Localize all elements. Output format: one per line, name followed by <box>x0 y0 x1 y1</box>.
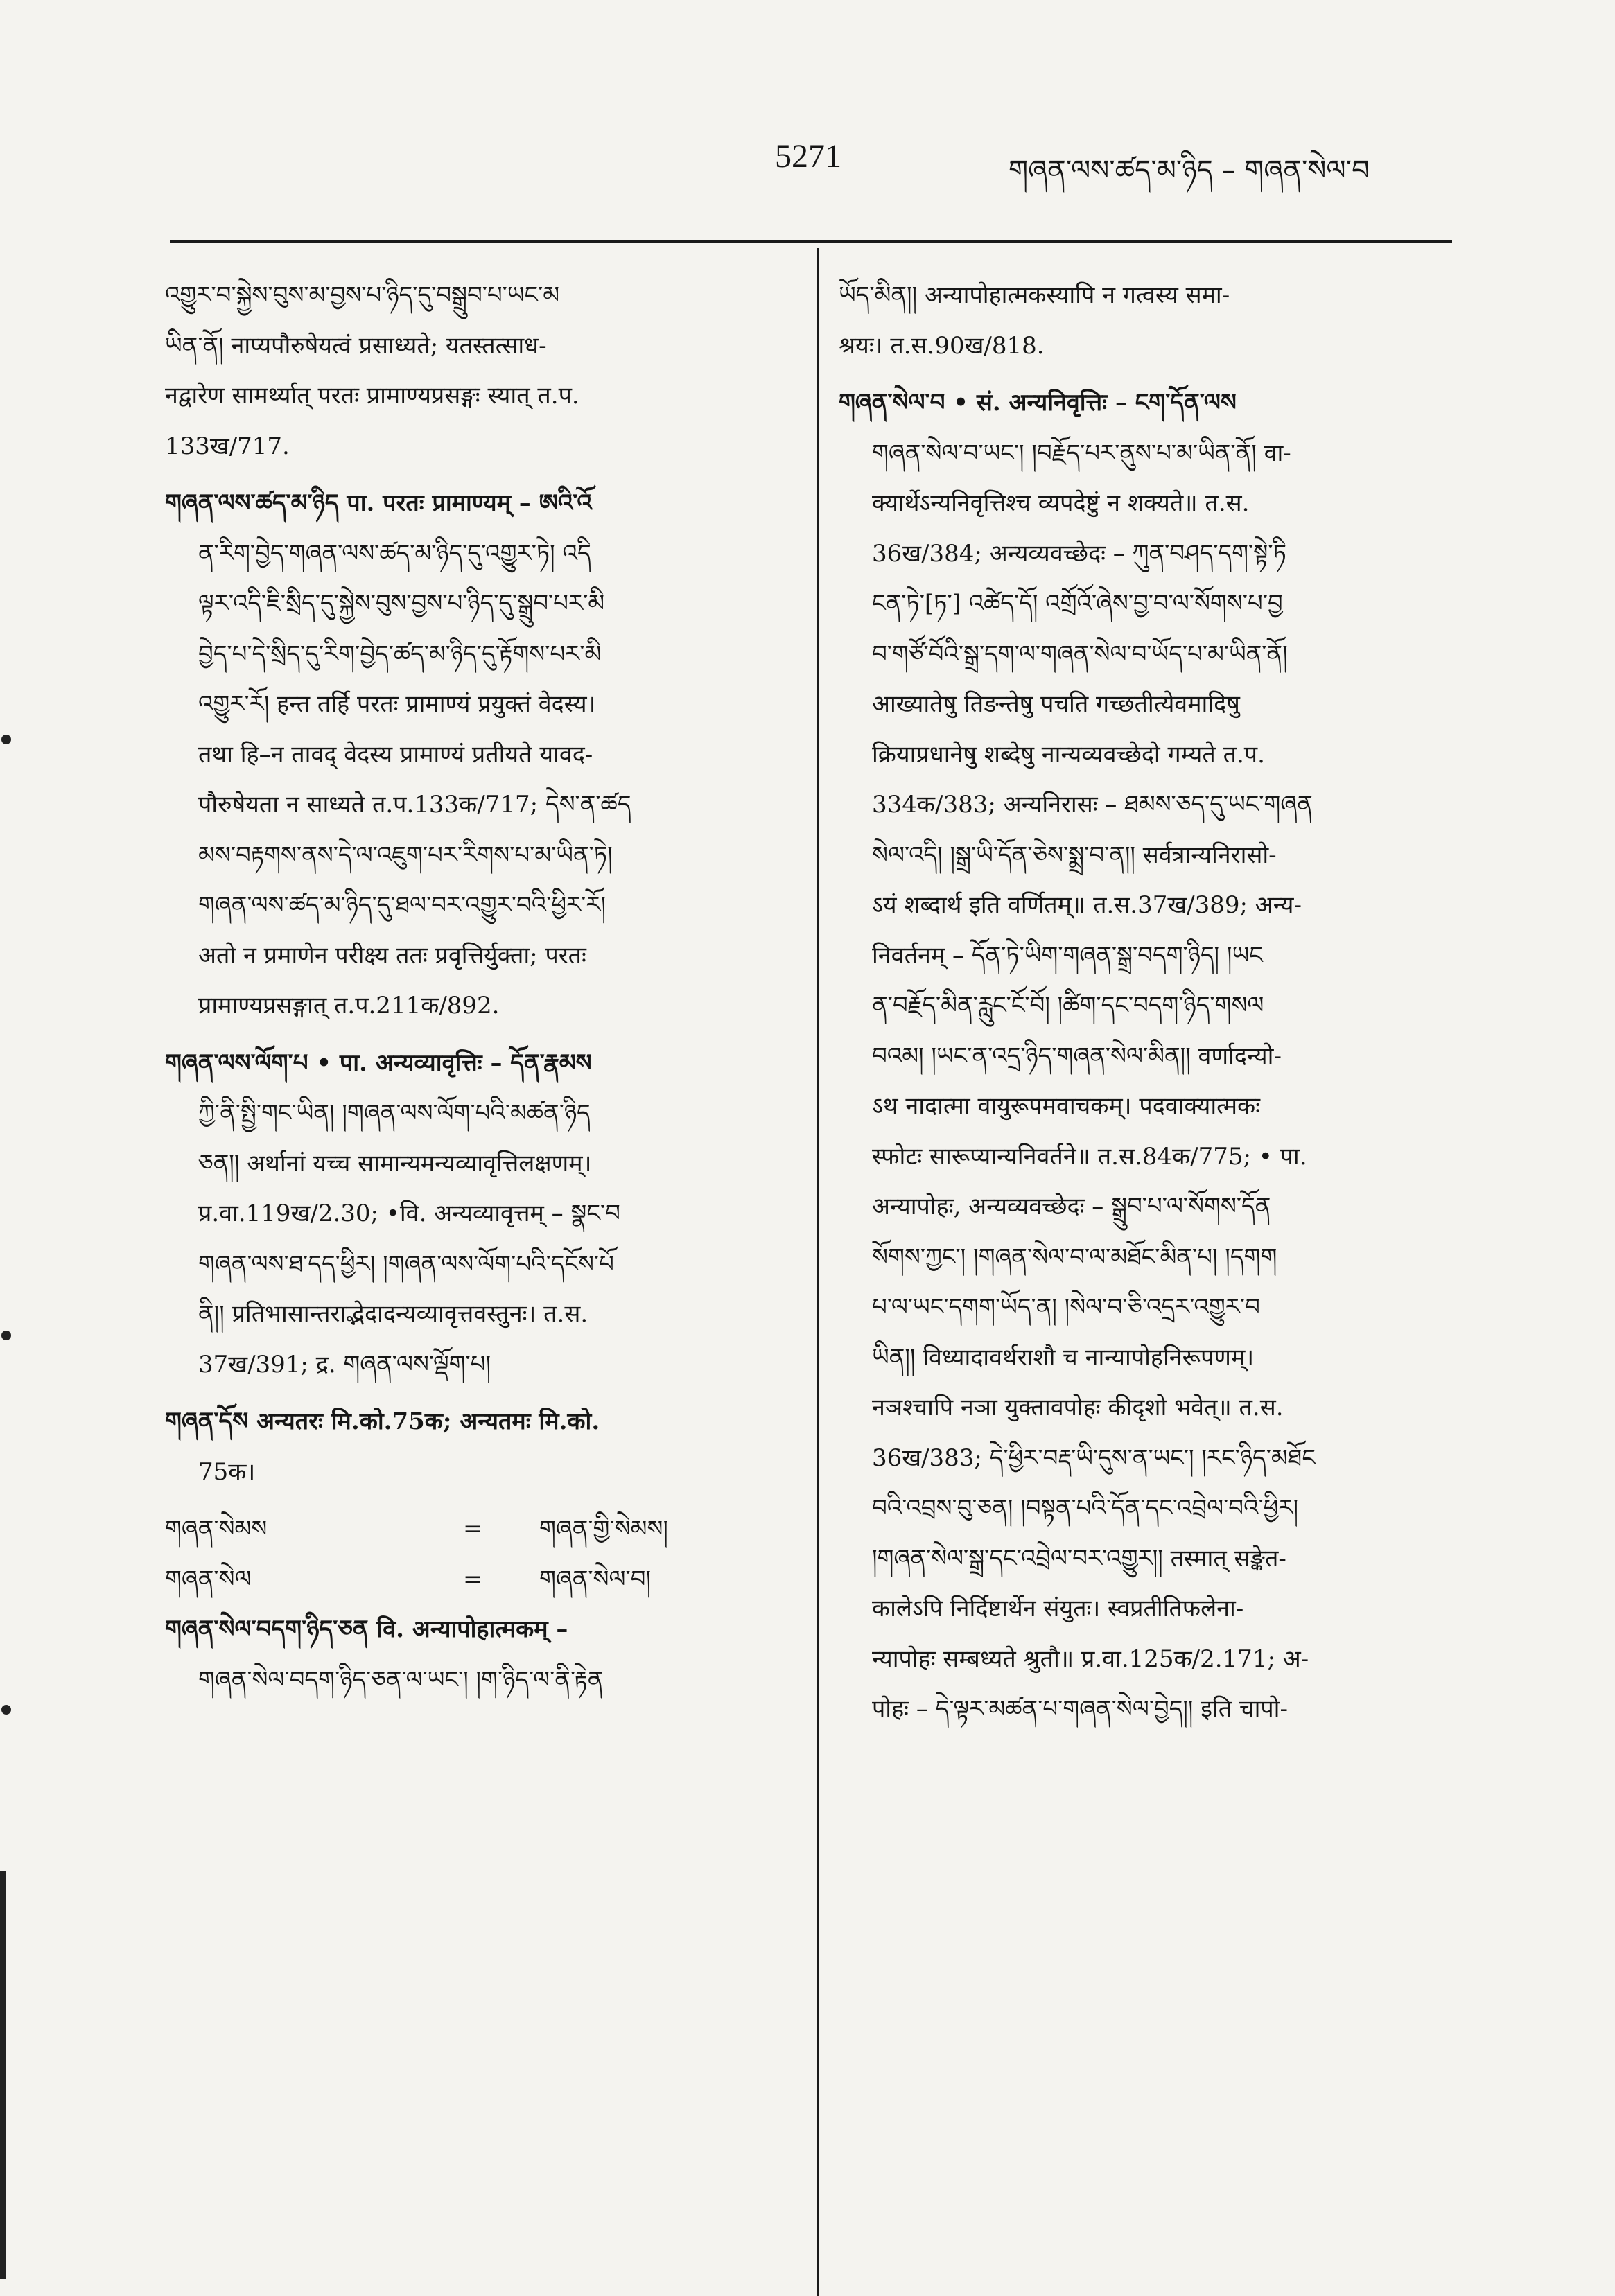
binding-hole-mark <box>1 1331 11 1340</box>
cross-reference <box>165 1504 782 1554</box>
xref-equals: = <box>463 1565 483 1593</box>
text-line: ऽयं शब्दार्थ इति वर्णितम्॥ त.स.37ख/389; अन्य- <box>872 891 1302 919</box>
text-line: བའི་འབྲས་བུ་ཅན། །བསྟན་པའི་དོན་དང་འབྲེལ་བའི་ཕྱིར། <box>872 1494 1299 1522</box>
dictionary-entry <box>165 1038 782 1390</box>
text-line: ངན་ཏེ་[ཏ་] འཚེད་དོ། འགྲོའོ་ཞེས་བྱ་བ་ལ་སོགས་པ་བྱ <box>872 590 1283 617</box>
text-line: श्रयः। त.स.90ख/818. <box>839 331 1045 360</box>
text-line: नद्वारेण सामर्थ्यात् परतः प्रामाण्यप्रसङ्गः स्यात् त.प. <box>165 382 579 410</box>
text-line: ན་རིག་བྱེད་གཞན་ལས་ཚད་མ་ཉིད་དུ་འགྱུར་ཏེ། འདི <box>198 539 591 568</box>
column-divider <box>817 248 819 2296</box>
xref-target: གཞན་སེལ་བ། <box>539 1565 651 1593</box>
text-line: स्फोटः सारूप्यान्यनिवर्तने॥ त.स.84क/775; • पा. <box>872 1142 1307 1171</box>
text-line: निवर्तनम् – དོན་ཏེ་ཡིག་གཞན་སྒྲ་བདག་ཉིད། །ཡང <box>872 941 1263 970</box>
text-line: བ་གཙོ་བོའི་སྒྲ་དག་ལ་གཞན་སེལ་བ་ཡོད་པ་མ་ཡིན་ནོ། <box>872 640 1288 668</box>
right-column <box>839 270 1456 1742</box>
text-line: ནི།། प्रतिभासान्तराद्भेदादन्यव्यावृत्तवस्तुनः। त.स. <box>198 1300 588 1328</box>
text-line: न्यापोहः सम्बध्यते श्रुतौ॥ प्र.वा.125क/2.171; अ- <box>872 1645 1309 1673</box>
text-line: ལྟར་འདི་ཇི་སྲིད་དུ་སྐྱེས་བུས་བྱས་པ་ཉིད་དུ་སྒྲུབ་པར་མི <box>198 590 605 617</box>
text-line: གཞན་ལས་ཐ་དད་ཕྱིར། །གཞན་ལས་ལོག་པའི་དངོས་པོ <box>198 1250 614 1278</box>
binding-edge <box>0 1871 6 2279</box>
text-line: 36ख/384; अन्यव्यवच्छेदः – ཀུན་བཤད་དག་སྟེ་ཏི <box>872 539 1286 568</box>
text-line: །གཞན་སེལ་སྒྲ་དང་འབྲེལ་བར་འགྱུར།། तस्मात् सङ्केत- <box>872 1544 1286 1572</box>
text-line: अन्यापोहः, अन्यव्यवच्छेदः – སྒྲུབ་པ་ལ་སོགས་དོན <box>872 1193 1271 1220</box>
text-line: ऽथ नादात्मा वायुरूपमवाचकम्। पदवाक्यात्मकः <box>872 1092 1261 1120</box>
text-line: འགྱུར་བ་སྐྱེས་བུས་མ་བྱས་པ་ཉིད་དུ་བསྒྲུབ་པ་ཡང་མ <box>165 281 560 309</box>
text-line: སོགས་ཀྱང་། །གཞན་སེལ་བ་ལ་མཐོང་མིན་པ། །དགག <box>872 1243 1277 1271</box>
running-head: གཞན་ལས་ཚད་མ་ཉིད – གཞན་སེལ་བ <box>1009 155 1370 186</box>
text-line: प्र.वा.119ख/2.30; •वि. अन्यव्यावृत्तम् – སྣང་བ <box>198 1200 620 1227</box>
text-line: སེལ་འདི། །སྒྲ་ཡི་དོན་ཅེས་སྨྲ་བ་ན།། सर्वत्रान्यनिरासो- <box>872 841 1277 869</box>
text-line: क्रियाप्रधानेषु शब्देषु नान्यव्यवच्छेदो गम्यते त.प. <box>872 740 1265 769</box>
continuation-text <box>165 270 782 471</box>
text-line: ཡིན་ནོ། नाप्यपौरुषेयत्वं प्रसाध्यते; यतस्तत्साध- <box>165 331 547 360</box>
text-line: ཡིན།། विध्यादावर्थराशौ च नान्यापोहनिरूपणम्। <box>872 1343 1255 1372</box>
text-line: བྱེད་པ་དེ་སྲིད་དུ་རིག་བྱེད་ཚད་མ་ཉིད་དུ་རྟོགས་པར་མི <box>198 640 602 668</box>
text-line: གཞན་སེལ་བདག་ཉིད་ཅན་ལ་ཡང་། །ག་ཉིད་ལ་ནི་རྟེན <box>198 1665 604 1694</box>
text-line: नञश्चापि नञा युक्तावपोहः कीदृशो भवेत्॥ त.स. <box>872 1394 1284 1421</box>
text-line: ཀྱི་ནི་སྤྱི་གང་ཡིན། །གཞན་ལས་ལོག་པའི་མཚན་ཉིད <box>198 1099 591 1127</box>
text-line: གཞན་ལས་ཚད་མ་ཉིད་དུ་ཐལ་བར་འགྱུར་བའི་ཕྱིར་རོ། <box>198 891 606 919</box>
dictionary-entry <box>165 1604 782 1705</box>
entry-headline: གཞན་ལས་ཚད་མ་ཉིད पा. परतः प्रामाण्यम् – ཨའི་འོ <box>165 489 592 517</box>
entry-headline: གཞན་སེལ་བ • सं. अन्यनिवृत्तिः – ངག་དོན་ལས <box>839 389 1237 417</box>
xref-term: གཞན་སེམས <box>165 1515 268 1543</box>
text-line: 75क। <box>198 1457 256 1486</box>
xref-term: གཞན་སེལ <box>165 1565 252 1593</box>
text-line: क्यार्थेऽन्यनिवृत्तिश्च व्यपदेष्टुं न शक्यते॥ त.स. <box>872 489 1250 517</box>
text-line: पोहः – དེ་ལྟར་མཚན་པ་གཞན་སེལ་བྱེད།། इति चापो- <box>872 1695 1288 1723</box>
text-line: ཡོད་མིན།། अन्यापोहात्मकस्यापि न गत्वस्य समा- <box>839 281 1230 309</box>
dictionary-entry <box>165 478 782 1031</box>
header-rule <box>170 240 1452 243</box>
text-line: अतो न प्रमाणेन परीक्ष्य ततः प्रवृत्तिर्युक्ता; परतः <box>198 941 586 970</box>
left-column <box>165 270 782 1712</box>
entry-headline: གཞན་ལས་ལོག་པ • पा. अन्यव्यावृत्तिः – དོན་རྣམས <box>165 1049 592 1077</box>
binding-hole-mark <box>1 1705 11 1715</box>
text-line: བའམ། །ཡང་ན་འདྲ་ཉིད་གཞན་སེལ་མིན།། वर्णादन्यो- <box>872 1042 1282 1070</box>
text-line: तथा हि–न तावद् वेदस्य प्रामाण्यं प्रतीयते यावद- <box>198 740 593 769</box>
page-number: 5271 <box>775 138 841 175</box>
entry-headline: གཞན་དོས अन्यतरः मि.को.75क; अन्यतमः मि.को. <box>165 1408 600 1435</box>
xref-equals: = <box>463 1515 483 1543</box>
text-line: པ་ལ་ཡང་དགག་ཡོད་ན། །སེལ་བ་ཅི་འདྲར་འགྱུར་བ <box>872 1293 1260 1321</box>
text-line: འགྱུར་རོ། हन्त तर्हि परतः प्रामाण्यं प्रयुक्तं वेदस्य। <box>198 690 596 718</box>
text-line: प्रामाण्यप्रसङ्गात् त.प.211क/892. <box>198 992 500 1019</box>
dictionary-entry <box>165 1396 782 1497</box>
text-line: आख्यातेषु तिङन्तेषु पचति गच्छतीत्येवमादिषु <box>872 690 1240 718</box>
cross-reference <box>165 1554 782 1605</box>
text-line: གཞན་སེལ་བ་ཡང་། །བརྗོད་པར་ནུས་པ་མ་ཡིན་ནོ། वा- <box>872 439 1291 467</box>
text-line: पौरुषेयता न साध्यते त.प.133क/717; དེས་ན་ཚད <box>198 791 631 818</box>
text-line: མས་བརྟགས་ནས་དེ་ལ་འཇུག་པར་རིགས་པ་མ་ཡིན་ཏེ། <box>198 841 613 869</box>
cross-references <box>165 1504 782 1604</box>
text-line: कालेऽपि निर्दिष्टार्थेन संयुतः। स्वप्रतीतिफलेना- <box>872 1595 1244 1622</box>
continuation-text <box>839 270 1456 371</box>
text-line: 37ख/391; द्र. གཞན་ལས་ལྡོག་པ། <box>198 1350 491 1378</box>
dictionary-entry <box>839 378 1456 1735</box>
text-line: 334क/383; अन्यनिरासः – ཐམས་ཅད་དུ་ཡང་གཞན <box>872 791 1313 818</box>
xref-target: གཞན་གྱི་སེམས། <box>539 1515 668 1543</box>
text-line: ཅན།། अर्थानां यच्च सामान्यमन्यव्यावृत्तिलक्षणम्। <box>198 1149 592 1177</box>
binding-hole-mark <box>1 735 11 744</box>
text-line: 36ख/383; དེ་ཕྱིར་བརྡ་ཡི་དུས་ན་ཡང་། །རང་ཉིད་མཐོང <box>872 1444 1316 1472</box>
text-line: 133ख/717. <box>165 432 290 460</box>
text-line: ན་བརྗོད་མིན་རླུང་ངོ་བོ། །ཚིག་དང་བདག་ཉིད་གསལ <box>872 992 1264 1019</box>
entry-headline: གཞན་སེལ་བདག་ཉིད་ཅན वि. अन्यापोहात्मकम् – <box>165 1615 568 1643</box>
